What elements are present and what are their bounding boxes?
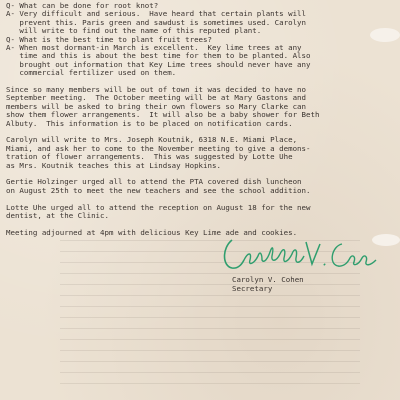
minutes-line: members will be asked to bring their own flowers so Mary Clarke can (6, 101, 307, 111)
minutes-line: Carolyn will write to Mrs. Joseph Koutnik, 6318 N.E. Miami Place, (6, 135, 298, 145)
typed-name: Carolyn V. Cohen (232, 275, 304, 284)
minutes-line: brought out information that Key Lime trees should never have any (6, 59, 311, 69)
minutes-line: time and this is about the best time for them to be planted. Also (6, 51, 311, 61)
minutes-line: A- Very difficult and serious. Have heard that certain plants will (6, 9, 307, 19)
minutes-line: show them flower arrangements. It will also be a baby shower for Beth (6, 110, 320, 120)
minutes-line: Since so many members will be out of town it was decided to have no (6, 85, 307, 95)
signature-block (232, 276, 304, 293)
minutes-line: prevent this. Paris green and sawdust is sometimes used. Carolyn (6, 17, 307, 27)
minutes-line: Gertie Holzinger urged all to attend the PTA covered dish luncheon (6, 177, 302, 187)
minutes-line: A- When most dormant-in March is excellent. Key lime trees at any (6, 43, 302, 53)
minutes-line: will write to find out the name of this reputed plant. (6, 26, 262, 36)
minutes-line: Miami, and ask her to come to the November meeting to give a demons- (6, 143, 311, 153)
minutes-line: Meeting adjourned at 4pm with delicious Key Lime ade and cookies. (6, 227, 298, 237)
typed-minutes (6, 2, 390, 237)
minutes-line: dentist, at the Clinic. (6, 211, 109, 221)
minutes-line: on August 25th to meet the new teachers and see the school addition. (6, 185, 311, 195)
minutes-line: commercial fertilizer used on them. (6, 68, 177, 78)
minutes-line: September meeting. The October meeting will be at Mary Gastons and (6, 93, 307, 103)
minutes-line: tration of flower arrangements. This was suggested by Lotte Uhe (6, 152, 293, 162)
minutes-line: Lotte Uhe urged all to attend the reception on August 18 for the new (6, 202, 311, 212)
handwritten-signature (220, 234, 380, 274)
minutes-line: Albuty. This information is to be placed on notification cards. (6, 118, 293, 128)
minutes-line: Q- What can be done for root knot? (6, 1, 159, 10)
secretary-title: Secretary (232, 283, 273, 293)
minutes-line: as Mrs. Koutnik teaches this at Lindsay Hopkins. (6, 160, 221, 170)
minutes-line: Q- What is the best time to plant fruit trees? (6, 34, 212, 44)
